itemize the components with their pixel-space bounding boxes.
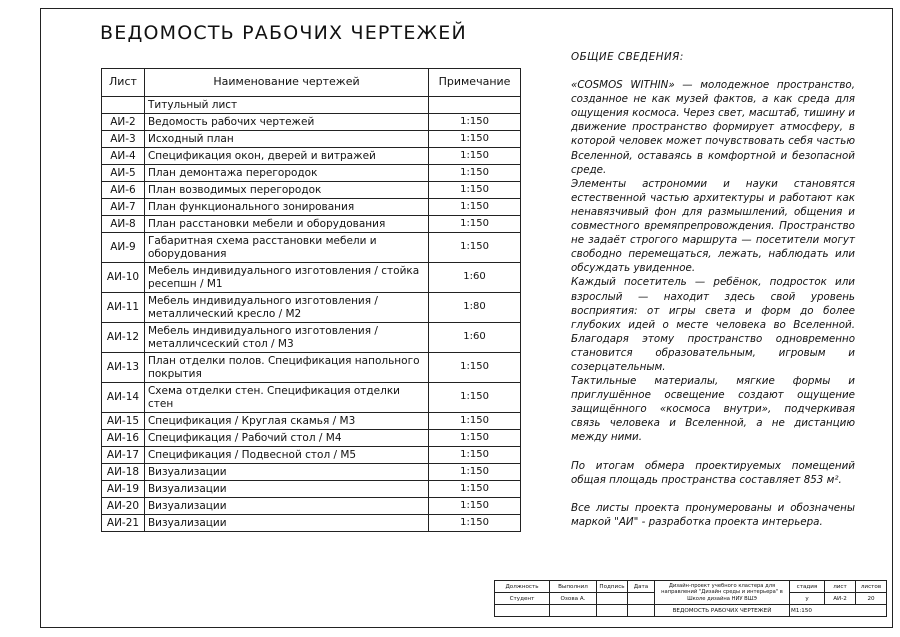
info-paragraph-2: Элементы астрономии и науки становятся естественной частью архитектуры и работают как ненавязчивый фон для размышлений, общения и совместного времяпрепровождения. Пространство не задаёт строгого маршрута — посетители могут свободно перемещаться, лежать, наблюдать или обсуждать увиденное. bbox=[571, 177, 855, 275]
stamp-empty-cell bbox=[628, 605, 655, 617]
table-row bbox=[102, 148, 521, 165]
sheet-code-cell: АИ-14 bbox=[102, 383, 145, 413]
info-paragraph-3: Каждый посетитель — ребёнок, подросток или взрослый — находит здесь свой уровень восприятия: от игры света и форм до более глубоких идей о месте человека во Вселенной. Благодаря этому пространство одновременно становится образовательным, игровым и созерцательным. bbox=[571, 276, 855, 373]
stamp-header-stage: стадия bbox=[790, 581, 825, 593]
sheet-code-cell: АИ-2 bbox=[102, 114, 145, 131]
sheet-name-cell: Спецификация / Круглая скамья / М3 bbox=[144, 413, 428, 430]
stamp-signature bbox=[597, 593, 628, 605]
sheet-note-cell: 1:150 bbox=[429, 114, 521, 131]
sheet-code-cell: АИ-21 bbox=[102, 515, 145, 532]
page-title: ВЕДОМОСТЬ РАБОЧИХ ЧЕРТЕЖЕЙ bbox=[100, 22, 467, 44]
sheet-name-cell: Схема отделки стен. Спецификация отделки стен bbox=[144, 383, 428, 413]
table-row bbox=[102, 165, 521, 182]
table-row bbox=[102, 498, 521, 515]
sheet-note-cell: 1:150 bbox=[429, 481, 521, 498]
sheet-code-cell: АИ-3 bbox=[102, 131, 145, 148]
table-row bbox=[102, 97, 521, 114]
sheet-note-cell: 1:150 bbox=[429, 515, 521, 532]
table-header-row bbox=[102, 69, 521, 97]
sheet-name-cell: План расстановки мебели и оборудования bbox=[144, 216, 428, 233]
stamp-empty-cell bbox=[550, 605, 597, 617]
stamp-description: Дизайн-проект учебного кластера для направлений "Дизайн среды и интерьера" в Школе дизайна НИУ ВШЭ bbox=[655, 581, 790, 605]
stamp-scale: М1:150 bbox=[790, 605, 887, 617]
sheet-code-cell: АИ-15 bbox=[102, 413, 145, 430]
sheet-name-cell: Спецификация окон, дверей и витражей bbox=[144, 148, 428, 165]
sheet-note-cell: 1:150 bbox=[429, 464, 521, 481]
table-row bbox=[102, 263, 521, 293]
sheet-note-cell: 1:150 bbox=[429, 430, 521, 447]
sheet-name-cell: Визуализации bbox=[144, 498, 428, 515]
stamp-role: Студент bbox=[495, 593, 550, 605]
header-sheet: Лист bbox=[102, 69, 145, 97]
header-note: Примечание bbox=[429, 69, 521, 97]
table-row bbox=[102, 464, 521, 481]
table-row bbox=[102, 323, 521, 353]
sheet-note-cell: 1:150 bbox=[429, 165, 521, 182]
stamp-header-sheets: листов bbox=[856, 581, 887, 593]
stamp-doc-title: ВЕДОМОСТЬ РАБОЧИХ ЧЕРТЕЖЕЙ bbox=[655, 605, 790, 617]
stamp-empty-cell bbox=[597, 605, 628, 617]
sheet-name-cell: Исходный план bbox=[144, 131, 428, 148]
sheet-name-cell: Спецификация / Подвесной стол / М5 bbox=[144, 447, 428, 464]
sheet-code-cell: АИ-11 bbox=[102, 293, 145, 323]
sheet-code-cell: АИ-19 bbox=[102, 481, 145, 498]
stamp-sheets: 20 bbox=[856, 593, 887, 605]
table-row bbox=[102, 131, 521, 148]
sheet-note-cell: 1:150 bbox=[429, 353, 521, 383]
general-info bbox=[571, 50, 855, 529]
sheet-code-cell: АИ-10 bbox=[102, 263, 145, 293]
table-row bbox=[102, 515, 521, 532]
sheet-note-cell: 1:150 bbox=[429, 413, 521, 430]
title-block bbox=[494, 580, 887, 617]
sheet-code-cell: АИ-7 bbox=[102, 199, 145, 216]
sheet-name-cell: Мебель индивидуального изготовления / стойка ресепшн / М1 bbox=[144, 263, 428, 293]
table-row bbox=[102, 233, 521, 263]
sheet-note-cell: 1:150 bbox=[429, 447, 521, 464]
sheet-code-cell: АИ-16 bbox=[102, 430, 145, 447]
sheet-code-cell: АИ-4 bbox=[102, 148, 145, 165]
sheet-name-cell: Ведомость рабочих чертежей bbox=[144, 114, 428, 131]
sheet-code-cell bbox=[102, 97, 145, 114]
sheet-code-cell: АИ-12 bbox=[102, 323, 145, 353]
sheet-code-cell: АИ-20 bbox=[102, 498, 145, 515]
stamp-empty-cell bbox=[495, 605, 550, 617]
sheet-name-cell: План функционального зонирования bbox=[144, 199, 428, 216]
sheet-note-cell: 1:150 bbox=[429, 131, 521, 148]
stamp-header-performer: Выполнил bbox=[550, 581, 597, 593]
table-body bbox=[102, 97, 521, 532]
sheet-name-cell: Мебель индивидуального изготовления / металличсеский стол / М3 bbox=[144, 323, 428, 353]
header-name: Наименование чертежей bbox=[144, 69, 428, 97]
sheet-note-cell bbox=[429, 97, 521, 114]
table-row bbox=[102, 199, 521, 216]
sheet-note-cell: 1:80 bbox=[429, 293, 521, 323]
sheet-name-cell: Мебель индивидуального изготовления / металлический кресло / М2 bbox=[144, 293, 428, 323]
sheet-note-cell: 1:150 bbox=[429, 383, 521, 413]
table-row bbox=[102, 114, 521, 131]
stamp-header-signature: Подпись bbox=[597, 581, 628, 593]
sheet-name-cell: План отделки полов. Спецификация напольного покрытия bbox=[144, 353, 428, 383]
stamp-date bbox=[628, 593, 655, 605]
sheet-name-cell: Габаритная схема расстановки мебели и оборудования bbox=[144, 233, 428, 263]
sheet-code-cell: АИ-17 bbox=[102, 447, 145, 464]
table-row bbox=[102, 383, 521, 413]
info-paragraph-4: Тактильные материалы, мягкие формы и приглушённое освещение создают ощущение защищённого «космоса внутри», подчеркивая связь человека и Вселенной, а не дистанцию между ними. bbox=[571, 375, 855, 444]
table-row bbox=[102, 430, 521, 447]
sheet-note-cell: 1:150 bbox=[429, 199, 521, 216]
table-row bbox=[102, 293, 521, 323]
info-paragraph-1: «COSMOS WITHIN» — молодежное пространство, созданное не как музей фактов, а как среда для ощущения космоса. Через свет, масштаб, тишину и движение пространство формирует атмосферу, в которой человек может почувствовать себя частью Вселенной, оставаясь в комфортной и безопасной среде. bbox=[571, 79, 855, 176]
sheet-name-cell: План возводимых перегородок bbox=[144, 182, 428, 199]
sheet-name-cell: План демонтажа перегородок bbox=[144, 165, 428, 182]
stamp-header-sheet: лист bbox=[825, 581, 856, 593]
table-row bbox=[102, 447, 521, 464]
sheet-name-cell: Титульный лист bbox=[144, 97, 428, 114]
sheet-note-cell: 1:150 bbox=[429, 233, 521, 263]
stamp-header-role: Должность bbox=[495, 581, 550, 593]
sheet-code-cell: АИ-6 bbox=[102, 182, 145, 199]
sheet-name-cell: Визуализации bbox=[144, 515, 428, 532]
sheet-code-cell: АИ-5 bbox=[102, 165, 145, 182]
sheet-note-cell: 1:150 bbox=[429, 498, 521, 515]
sheet-code-cell: АИ-13 bbox=[102, 353, 145, 383]
sheet-code-cell: АИ-8 bbox=[102, 216, 145, 233]
sheet-name-cell: Спецификация / Рабочий стол / М4 bbox=[144, 430, 428, 447]
sheet-note-cell: 1:60 bbox=[429, 323, 521, 353]
sheet-name-cell: Визуализации bbox=[144, 481, 428, 498]
stamp-header-date: Дата bbox=[628, 581, 655, 593]
table-row bbox=[102, 353, 521, 383]
stamp-sheet: АИ-2 bbox=[825, 593, 856, 605]
table-row bbox=[102, 216, 521, 233]
table-row bbox=[102, 413, 521, 430]
sheet-note-cell: 1:150 bbox=[429, 148, 521, 165]
stamp-stage: у bbox=[790, 593, 825, 605]
info-paragraph-6: Все листы проекта пронумерованы и обозначены маркой "АИ" - разработка проекта интерьера. bbox=[571, 501, 855, 528]
table-row bbox=[102, 182, 521, 199]
sheet-code-cell: АИ-18 bbox=[102, 464, 145, 481]
info-paragraph-5: По итогам обмера проектируемых помещений общая площадь пространства составляет 853 м². bbox=[571, 459, 855, 486]
info-heading: ОБЩИЕ СВЕДЕНИЯ: bbox=[571, 51, 684, 63]
sheet-name-cell: Визуализации bbox=[144, 464, 428, 481]
sheet-code-cell: АИ-9 bbox=[102, 233, 145, 263]
table-row bbox=[102, 481, 521, 498]
sheet-note-cell: 1:60 bbox=[429, 263, 521, 293]
stamp-performer: Озова А. bbox=[550, 593, 597, 605]
sheet-note-cell: 1:150 bbox=[429, 182, 521, 199]
sheet-note-cell: 1:150 bbox=[429, 216, 521, 233]
drawing-list-table bbox=[101, 68, 521, 532]
